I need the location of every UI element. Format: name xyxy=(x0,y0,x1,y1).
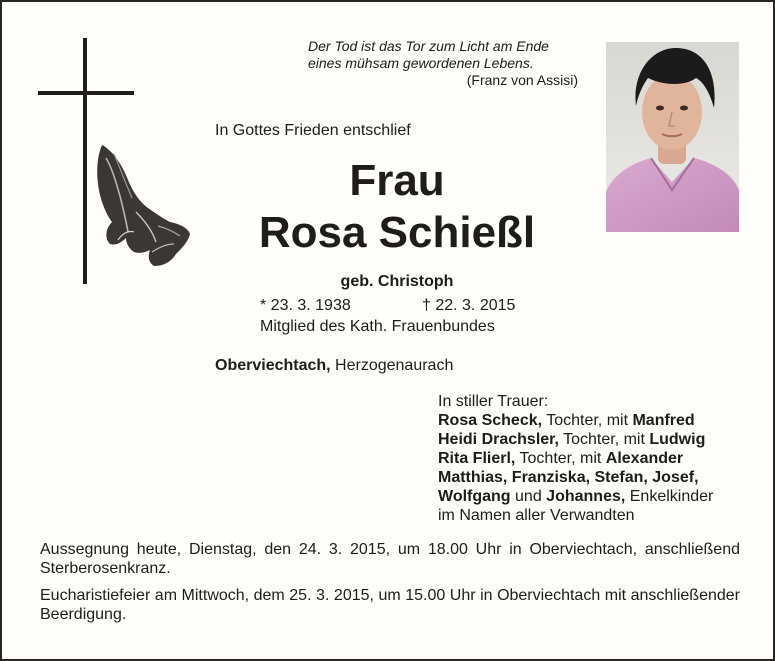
quote-block xyxy=(308,38,578,89)
quote-author: (Franz von Assisi) xyxy=(466,72,578,88)
mourner-line: im Namen aller Verwandten xyxy=(438,507,635,524)
places-line xyxy=(215,356,453,375)
mourners-block xyxy=(438,392,748,525)
birth-date: * 23. 3. 1938 xyxy=(260,297,351,314)
place-main: Oberviechtach, xyxy=(215,357,331,374)
intro-text: In Gottes Frieden entschlief xyxy=(215,122,411,139)
mourner-line: Heidi Drachsler, Tochter, mit Ludwig xyxy=(438,431,706,448)
mourner-line: Matthias, Franziska, Stefan, Josef, xyxy=(438,469,699,486)
maiden-name: geb. Christoph xyxy=(340,273,454,290)
mourners-heading: In stiller Trauer: xyxy=(438,393,549,410)
mourner-line: Wolfgang und Johannes, Enkelkinder xyxy=(438,488,714,505)
funeral-announcement-1: Aussegnung heute, Dienstag, den 24. 3. 2015, um 18.00 Uhr in Oberviechtach, anschließend Sterberosenkranz. xyxy=(40,541,740,577)
membership-text: Mitglied des Kath. Frauenbundes xyxy=(260,318,495,335)
quote-line-2: eines mühsam gewordenen Lebens. xyxy=(308,55,534,71)
quote-line-1: Der Tod ist das Tor zum Licht am Ende xyxy=(308,38,549,54)
place-other: Herzogenaurach xyxy=(330,357,454,374)
death-date: † 22. 3. 2015 xyxy=(422,297,516,314)
deceased-name: Rosa Schießl xyxy=(258,208,536,257)
deceased-title: Frau xyxy=(349,156,445,205)
funeral-announcement-2: Eucharistiefeier am Mittwoch, dem 25. 3. 2015, um 15.00 Uhr in Oberviechtach mit anschließender Beerdigung. xyxy=(40,587,740,623)
mourner-line: Rita Flierl, Tochter, mit Alexander xyxy=(438,450,684,467)
mourner-line: Rosa Scheck, Tochter, mit Manfred xyxy=(438,412,695,429)
praying-hands-icon xyxy=(96,142,192,268)
portrait-photo xyxy=(606,42,739,232)
